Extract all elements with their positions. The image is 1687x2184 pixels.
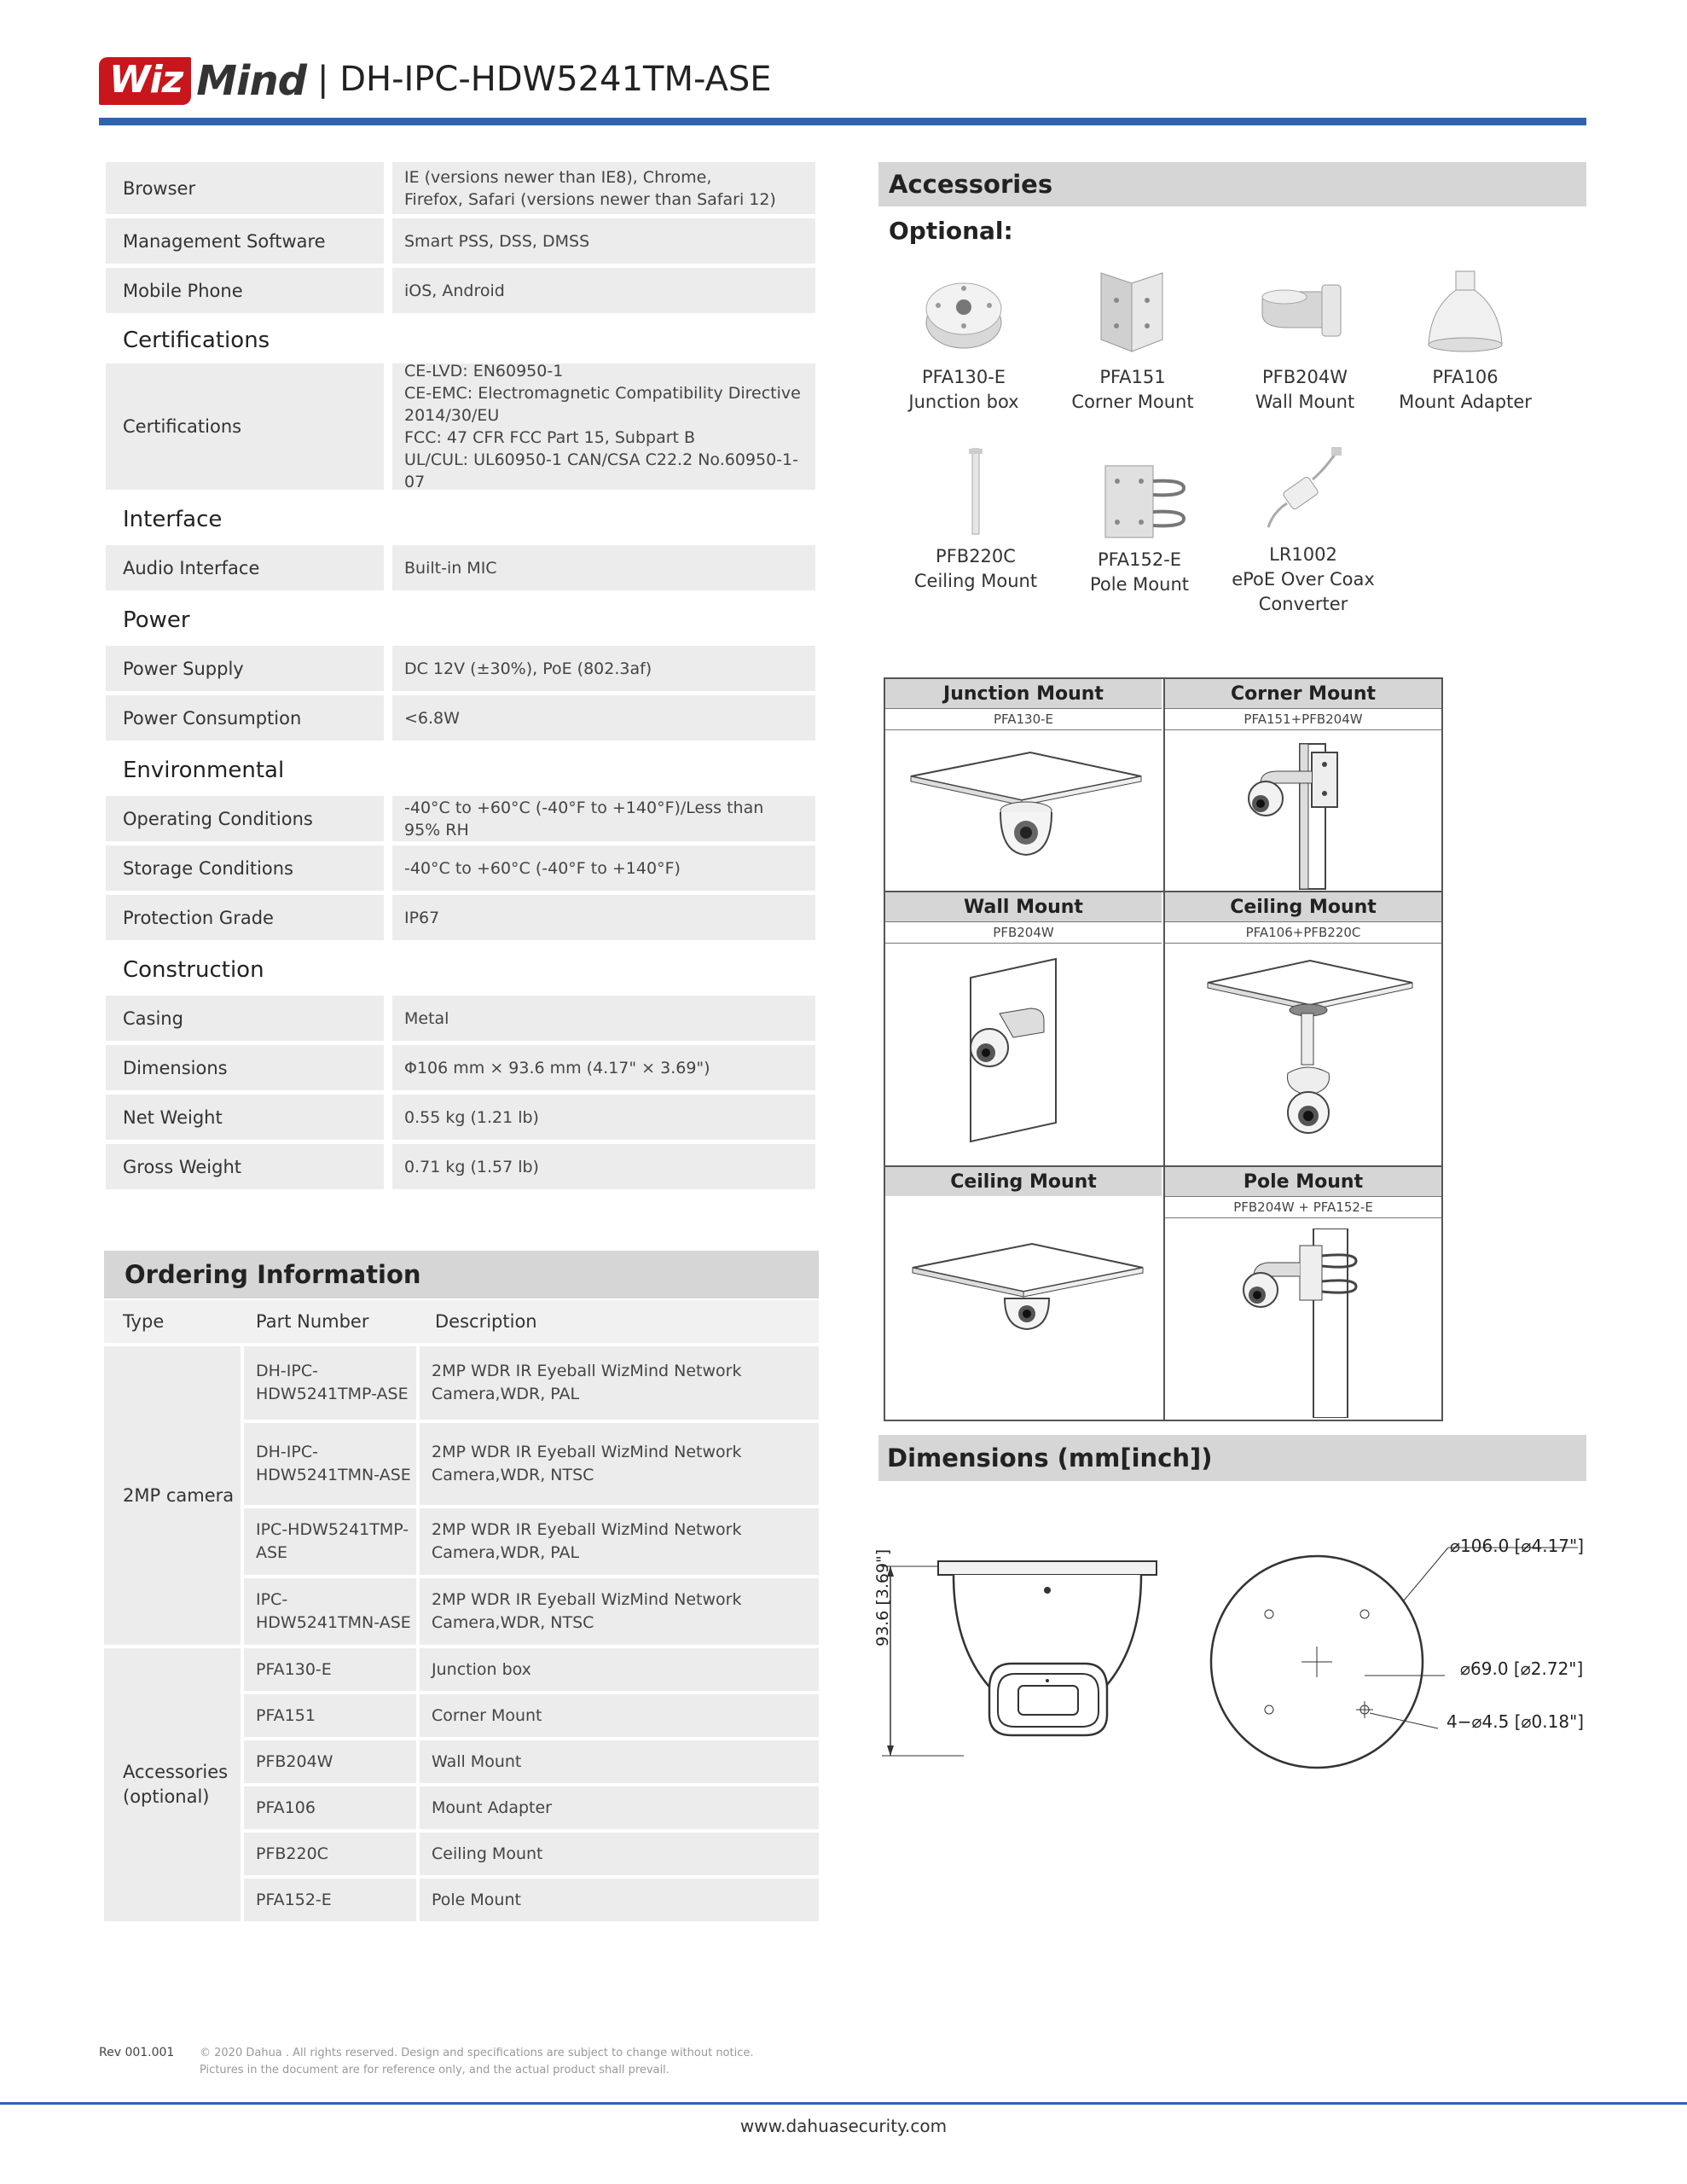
spec-row-storage xyxy=(106,845,815,891)
spec-row-casing xyxy=(106,996,815,1041)
spec-value: -40°C to +60°C (-40°F to +140°F)/Less than 95% RH xyxy=(392,796,815,841)
dim-diameter-holes: ⌀69.0 [⌀2.72"] xyxy=(1460,1658,1584,1679)
mount-adapter-icon xyxy=(1418,266,1512,360)
accessory-name: Corner Mount xyxy=(1071,392,1194,412)
description: Pole Mount xyxy=(432,1890,521,1909)
dimensions-title: Dimensions (mm[inch]) xyxy=(878,1435,1586,1481)
wall-mount-icon xyxy=(1254,266,1356,360)
junction-box-icon xyxy=(917,266,1011,360)
dim-hole-size: 4−⌀4.5 [⌀0.18"] xyxy=(1446,1711,1585,1732)
corner-mount-icon xyxy=(1086,266,1180,360)
spec-table xyxy=(106,162,815,1194)
spec-value: 0.55 kg (1.21 lb) xyxy=(392,1095,815,1140)
spec-key: Dimensions xyxy=(106,1045,384,1090)
part-number: PFA152-E xyxy=(244,1879,420,1921)
table-row xyxy=(244,1648,819,1691)
logo-wiz: Wiz xyxy=(99,57,191,105)
pole-mount-icon xyxy=(1088,461,1191,543)
accessory-model: PFA151 xyxy=(1099,367,1166,387)
part-number: PFB204W xyxy=(244,1740,420,1783)
spec-key: Mobile Phone xyxy=(106,268,384,313)
type-cell: 2MP camera xyxy=(104,1346,241,1645)
part-number: PFA151 xyxy=(244,1694,420,1737)
mount-title: Corner Mount xyxy=(1165,679,1441,708)
spec-row-management xyxy=(106,218,815,264)
pole-mount-illustration xyxy=(1233,1228,1387,1418)
spec-value: IP67 xyxy=(392,895,815,940)
ordering-table xyxy=(104,1300,819,1925)
accessory-model: PFA130-E xyxy=(921,367,1006,387)
ordering-title: Ordering Information xyxy=(104,1251,819,1298)
spec-key: Protection Grade xyxy=(106,895,384,940)
description: 2MP WDR IR Eyeball WizMind Network Camera,WDR, NTSC xyxy=(432,1590,742,1632)
spec-value: <6.8W xyxy=(392,695,815,741)
accessory-item xyxy=(1047,266,1218,415)
header-divider xyxy=(99,118,1586,125)
spec-key: Operating Conditions xyxy=(106,796,384,841)
spec-value: IE (versions newer than IE8), Chrome, Firefox, Safari (versions newer than Safari 12) xyxy=(392,162,815,214)
accessory-name: Pole Mount xyxy=(1089,574,1189,595)
spec-key: Power Consumption xyxy=(106,695,384,741)
accessory-model: PFA152-E xyxy=(1097,549,1182,570)
section-power: Power xyxy=(123,607,190,633)
table-row xyxy=(244,1578,819,1645)
col-description: Description xyxy=(435,1311,537,1332)
wall-mount-illustration xyxy=(945,952,1133,1148)
accessory-name: Wall Mount xyxy=(1255,392,1355,412)
spec-row-net-weight xyxy=(106,1095,815,1140)
ceiling-direct-illustration xyxy=(904,1225,1151,1362)
accessory-name: ePoE Over Coax Converter xyxy=(1232,569,1375,614)
copyright-line: © 2020 Dahua . All rights reserved. Design and specifications are subject to change without notice. xyxy=(200,2047,754,2059)
ordering-group-camera xyxy=(104,1346,819,1645)
dimensions-drawing xyxy=(861,1519,1595,1774)
dim-diameter-outer: ⌀106.0 [⌀4.17"] xyxy=(1450,1536,1585,1556)
spec-value: DC 12V (±30%), PoE (802.3af) xyxy=(392,646,815,691)
ceiling-mount-icon xyxy=(959,445,993,539)
spec-key: Casing xyxy=(106,996,384,1041)
spec-value: Built-in MIC xyxy=(392,545,815,590)
spec-row-protection xyxy=(106,895,815,940)
description: Corner Mount xyxy=(432,1705,542,1725)
type-cell: Accessories (optional) xyxy=(104,1648,241,1921)
description: 2MP WDR IR Eyeball WizMind Network Camera,WDR, PAL xyxy=(432,1362,742,1403)
accessory-model: PFB220C xyxy=(936,546,1016,566)
logo-mind: Mind xyxy=(196,57,306,105)
ordering-group-accessories xyxy=(104,1648,819,1921)
part-number: PFB220C xyxy=(244,1833,420,1875)
table-row xyxy=(244,1740,819,1783)
section-construction: Construction xyxy=(123,957,264,983)
accessory-item xyxy=(1218,444,1388,617)
section-interface: Interface xyxy=(123,507,223,532)
spec-value: CE-LVD: EN60950-1 CE-EMC: Electromagnetic Compatibility Directive 2014/30/EU FCC: 47 CFR FCC Part 15, Subpart B UL/CUL: UL60950-1 CAN/CSA C22.2 No.60950-1-07 xyxy=(392,363,815,490)
revision-label: Rev 001.001 xyxy=(99,2046,175,2059)
description: 2MP WDR IR Eyeball WizMind Network Camera,WDR, PAL xyxy=(432,1520,742,1562)
mount-sub: PFA151+PFB204W xyxy=(1165,708,1441,730)
spec-key: Browser xyxy=(106,162,384,214)
page-title: | DH-IPC-HDW5241TM-ASE xyxy=(317,60,772,99)
spec-row-operating xyxy=(106,796,815,841)
description: Wall Mount xyxy=(432,1751,522,1771)
mount-title: Ceiling Mount xyxy=(885,1167,1162,1196)
junction-mount-illustration xyxy=(902,739,1150,884)
mount-title: Pole Mount xyxy=(1165,1167,1441,1196)
website-link[interactable]: www.dahuasecurity.com xyxy=(739,2116,948,2136)
spec-value: iOS, Android xyxy=(392,268,815,313)
accessory-name: Junction box xyxy=(908,392,1019,412)
spec-row-browser xyxy=(106,162,815,214)
section-environmental: Environmental xyxy=(123,758,285,783)
spec-value: Φ106 mm × 93.6 mm (4.17" × 3.69") xyxy=(392,1045,815,1090)
accessory-name: Mount Adapter xyxy=(1399,392,1532,412)
spec-key: Power Supply xyxy=(106,646,384,691)
accessory-model: LR1002 xyxy=(1269,544,1337,565)
mount-sub: PFB204W + PFA152-E xyxy=(1165,1196,1441,1218)
table-row xyxy=(244,1694,819,1737)
part-number: DH-IPC- HDW5241TMN-ASE xyxy=(244,1423,420,1505)
corner-mount-illustration xyxy=(1218,727,1388,897)
accessories-title: Accessories xyxy=(878,162,1586,206)
part-number: PFA106 xyxy=(244,1786,420,1829)
accessory-item xyxy=(1054,461,1225,597)
part-number: DH-IPC- HDW5241TMP-ASE xyxy=(244,1346,420,1420)
spec-value: 0.71 kg (1.57 lb) xyxy=(392,1144,815,1189)
disclaimer-line: Pictures in the document are for reference only, and the actual product shall prevail. xyxy=(200,2064,670,2077)
mount-title: Junction Mount xyxy=(885,679,1162,708)
spec-value: Metal xyxy=(392,996,815,1041)
col-type: Type xyxy=(123,1311,165,1332)
description: Junction box xyxy=(432,1659,531,1679)
spec-key: Net Weight xyxy=(106,1095,384,1140)
spec-value: Smart PSS, DSS, DMSS xyxy=(392,218,815,264)
optional-label: Optional: xyxy=(889,217,1013,245)
accessory-item xyxy=(878,266,1049,415)
mount-sub: PFB204W xyxy=(885,921,1162,944)
spec-key: Storage Conditions xyxy=(106,845,384,891)
spec-key: Management Software xyxy=(106,218,384,264)
ordering-header xyxy=(104,1300,819,1343)
table-row xyxy=(244,1508,819,1575)
accessory-model: PFB204W xyxy=(1262,367,1348,387)
part-number: IPC- HDW5241TMN-ASE xyxy=(244,1578,420,1645)
spec-row-mobile xyxy=(106,268,815,313)
accessory-item xyxy=(1380,266,1551,415)
accessory-name: Ceiling Mount xyxy=(913,571,1038,591)
spec-row-audio xyxy=(106,545,815,590)
mount-grid xyxy=(884,677,1443,1421)
spec-row-power-supply xyxy=(106,646,815,691)
accessory-item xyxy=(1220,266,1390,415)
table-row xyxy=(244,1346,819,1420)
part-number: PFA130-E xyxy=(244,1648,420,1691)
table-row xyxy=(244,1786,819,1829)
spec-value: -40°C to +60°C (-40°F to +140°F) xyxy=(392,845,815,891)
spec-row-gross-weight xyxy=(106,1144,815,1189)
ceiling-mount-illustration xyxy=(1199,949,1421,1153)
height-label: 93.6 [3.69"] xyxy=(873,1548,892,1647)
mount-title: Wall Mount xyxy=(885,892,1162,921)
spec-key: Gross Weight xyxy=(106,1144,384,1189)
spec-key: Certifications xyxy=(106,363,384,490)
spec-row-power-consumption xyxy=(106,695,815,741)
description: Mount Adapter xyxy=(432,1798,552,1817)
table-row xyxy=(244,1879,819,1921)
table-row xyxy=(244,1423,819,1505)
spec-row-certifications xyxy=(106,363,815,490)
spec-key: Audio Interface xyxy=(106,545,384,590)
mount-sub: PFA130-E xyxy=(885,708,1162,730)
wizmind-logo xyxy=(99,56,306,106)
accessory-model: PFA106 xyxy=(1432,367,1499,387)
part-number: IPC-HDW5241TMP- ASE xyxy=(244,1508,420,1575)
section-certifications: Certifications xyxy=(123,328,270,353)
copyright-notice xyxy=(200,2045,754,2079)
mount-title: Ceiling Mount xyxy=(1165,892,1441,921)
spec-row-dimensions xyxy=(106,1045,815,1090)
footer-divider xyxy=(0,2102,1687,2105)
table-row xyxy=(244,1833,819,1875)
description: 2MP WDR IR Eyeball WizMind Network Camera,WDR, NTSC xyxy=(432,1443,742,1484)
mount-sub: PFA106+PFB220C xyxy=(1165,921,1441,944)
description: Ceiling Mount xyxy=(432,1844,543,1863)
accessory-item xyxy=(890,445,1061,594)
col-part-number: Part Number xyxy=(256,1311,369,1332)
epoe-converter-icon xyxy=(1256,444,1350,537)
